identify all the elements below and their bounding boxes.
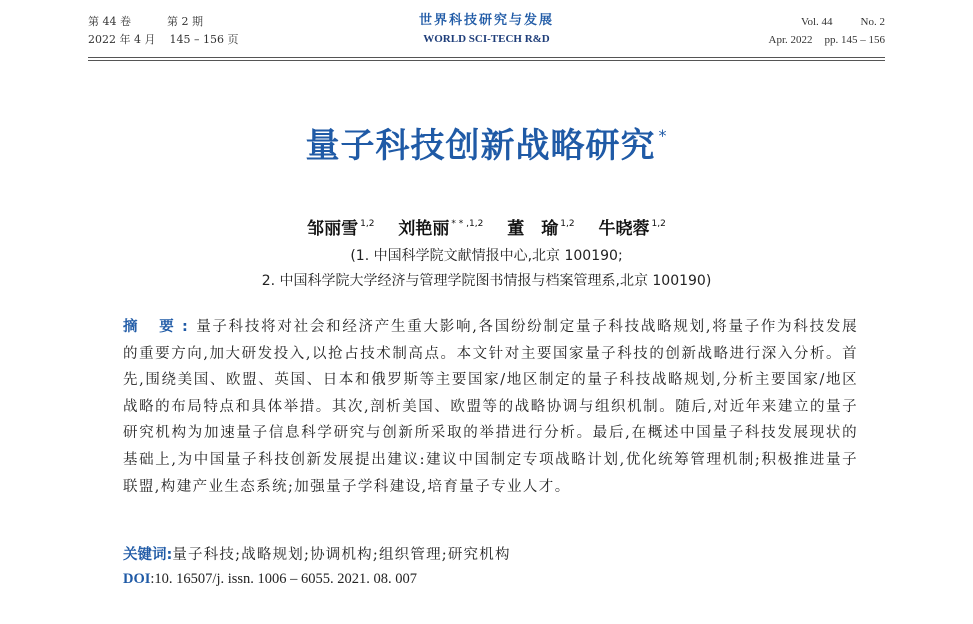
- author: [507, 219, 574, 239]
- keywords-text: 量子科技;战略规划;协调机构;组织管理;研究机构: [172, 547, 511, 563]
- header-divider-second: [88, 60, 885, 61]
- volume-cn: 第 44 卷: [88, 15, 131, 28]
- paper-title: [0, 118, 973, 167]
- doi: [123, 571, 858, 588]
- author-affiliation-mark: * * ,1,2: [451, 219, 484, 229]
- header-divider: [88, 57, 885, 58]
- abstract-text: 量子科技将对社会和经济产生重大影响,各国纷纷制定量子科技战略规划,将量子作为科技发展的重要方向,加大研发投入,以抢占技术制高点。本文针对主要国家量子科技的创新战略进行深入分析。首先,围绕美国、欧盟、英国、日本和俄罗斯等主要国家/地区制定的量子科技战略规划,分析主要国家/地区战略的布局特点和具体举措。其次,剖析美国、欧盟等的战略协调与组织机制。随后,对近年来建立的量子研究机构为加速量子信息科学研究与创新所采取的举措进行分析。最后,在概述中国量子科技发展现状的基础上,为中国量子科技创新发展提出建议:建议中国制定专项战略计划,优化统筹管理机制;积极推进量子联盟,构建产业生态系统;加强量子学科建设,培育量子专业人才。: [123, 319, 858, 495]
- author: [398, 219, 483, 239]
- journal-name-cn: 世界科技研究与发展: [418, 13, 554, 28]
- author-list: [0, 214, 973, 239]
- author-name: 董 瑜: [507, 219, 559, 239]
- journal-name-en: WORLD SCI-TECH R&D: [423, 33, 550, 45]
- title-footnote-mark: *: [658, 126, 668, 145]
- date-en: Apr. 2022: [768, 34, 813, 46]
- keywords: [123, 543, 858, 564]
- doi-label: DOI: [123, 571, 151, 587]
- issue-en: No. 2: [860, 16, 885, 28]
- author-name: 牛晓蓉: [598, 219, 650, 239]
- affiliation-1: (1. 中国科学院文献情报中心,北京 100190;: [350, 248, 623, 264]
- issue-cn: 第 2 期: [167, 15, 203, 28]
- author: [599, 219, 666, 239]
- author-affiliation-mark: 1,2: [651, 219, 666, 229]
- header-right: [769, 13, 886, 49]
- author-affiliation-mark: 1,2: [360, 219, 375, 229]
- abstract: [123, 314, 858, 500]
- affiliation-2: 2. 中国科学院大学经济与管理学院图书情报与档案管理系,北京 100190): [261, 273, 712, 289]
- author-affiliation-mark: 1,2: [560, 219, 575, 229]
- author-name: 邹丽雪: [307, 219, 359, 239]
- date-cn: 2022 年 4 月: [88, 33, 156, 46]
- paper-title-text: 量子科技创新战略研究: [305, 126, 656, 166]
- volume-en: Vol. 44: [800, 16, 833, 28]
- abstract-label: 摘 要:: [123, 319, 196, 335]
- keywords-label: 关键词:: [123, 547, 173, 563]
- author: [307, 219, 374, 239]
- author-name: 刘艳丽: [398, 219, 450, 239]
- pages-cn: 145 – 156 页: [169, 33, 239, 46]
- doi-text[interactable]: :10. 16507/j. issn. 1006 – 6055. 2021. 08. 007: [150, 571, 418, 587]
- pages-en: pp. 145 – 156: [824, 34, 885, 46]
